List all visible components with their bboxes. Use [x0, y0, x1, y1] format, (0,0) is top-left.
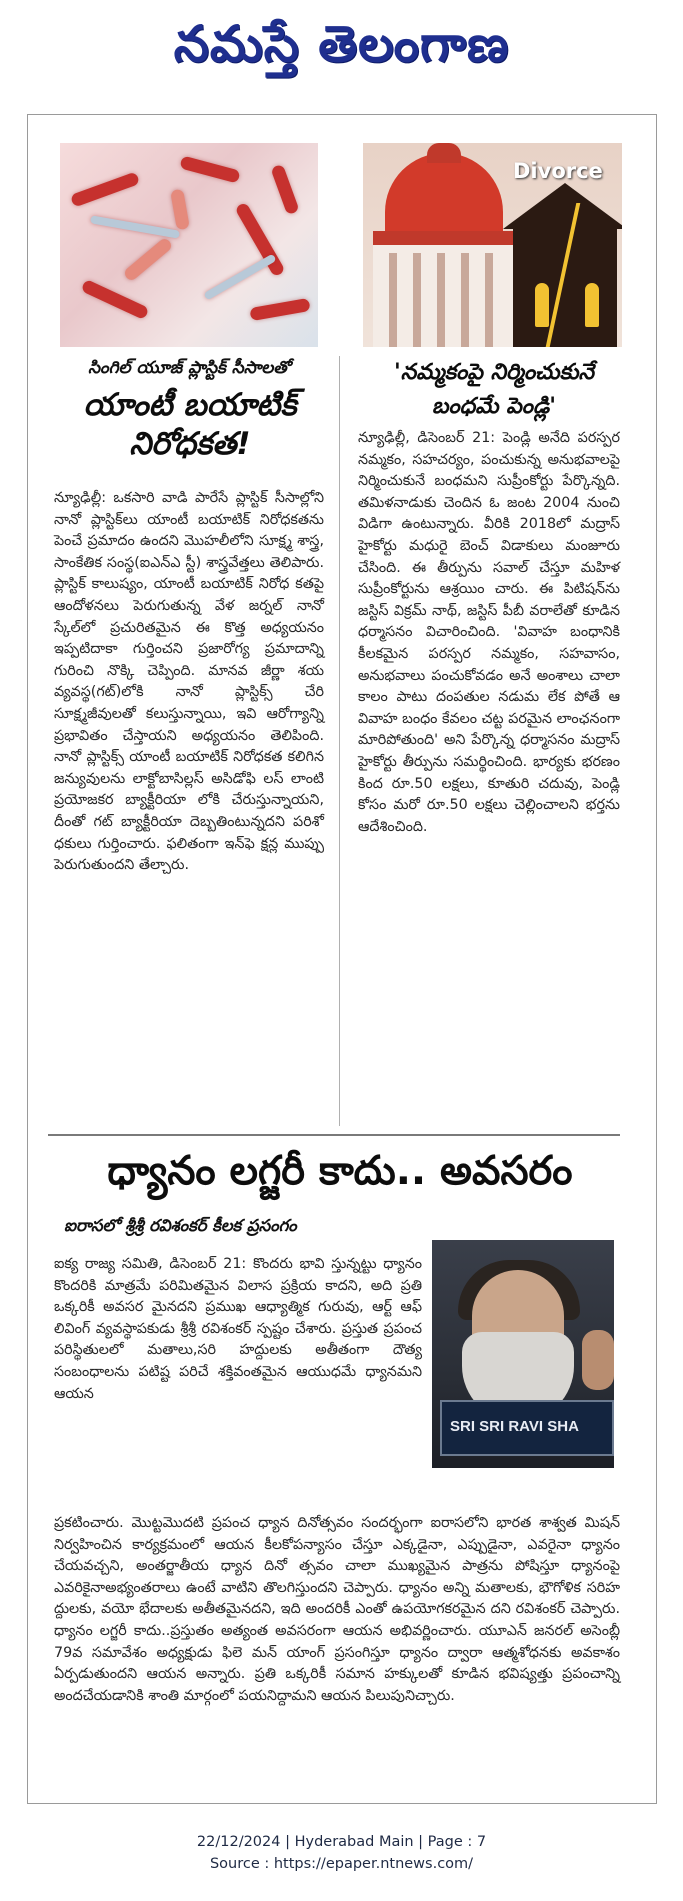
divorce-label: Divorce — [513, 159, 603, 183]
article3-body-bottom: ప్రకటించారు. మొట్టమొదటి ప్రపంచ ధ్యాన దినోత్సవం సందర్భంగా ఐరాసలోని భారత శాశ్వత మిషన్ నిర్వహించిన కార్యక్రమంలో ఆయన కీలకోపన్యాసం చేస్తూ ఎక్కడైనా, ఎప్పుడైనా, ఎవరైనా ధ్యానం చేయవచ్చని, అంతర్జాతీయ ధ్యాన దినో త్సవం చాలా ముఖ్యమైన పాత్రను పోషిస్తూ ధ్యానంపై ఎవరికైనాఅభ్యంతరాలు ఉంటే వాటిని తొలగిస్తుందని చెప్పారు. ధ్యానం అన్ని మతాలకు, భౌగోళిక సరిహ ద్దులకు, వయో భేదాలకు అతీతమైనదని, ఇది అందరికీ ఎంతో ఉపయోగకరమైన దని రవిశంకర్ చెప్పారు. ధ్యానం లగ్జరీ కాదు..ప్రస్తుతం అత్యంత అవసరంగా ఆయన అభివర్ణించారు. యూఎన్ జనరల్ అసెంబ్లీ 79వ సమావేశం అధ్యక్షుడు ఫిలె మన్ యాంగ్ ప్రసంగిస్తూ ధ్యానం ద్వారా ఆత్మశోధనకు అవకాశం ఏర్పడుతుందని ఆయన అన్నారు. ప్రతి ఒక్కరికీ సమాన హక్కులతో కూడిన భవిష్యత్తు ప్రపంచాన్ని అందచేయడానికి శాంతి మార్గంలో పయనిద్దామని ఆయన పిలుపునిచ్చారు. — [54, 1515, 620, 1704]
house-icon — [513, 223, 617, 347]
woman-figure-icon — [535, 283, 549, 327]
court-band — [373, 231, 523, 245]
article2-headline-line1: 'నమ్మకంపై నిర్మించుకునే — [394, 360, 594, 385]
ravishankar-photo — [432, 1240, 614, 1468]
column-divider — [339, 356, 340, 1126]
guru-hand — [582, 1330, 614, 1390]
court-dome — [385, 153, 503, 233]
article3-body-top: ఐక్య రాజ్య సమితి, డిసెంబర్ 21: కొందరు భావి స్తున్నట్టు ధ్యానం కొందరికి మాత్రమే పరిమితమైన విలాస ప్రక్రియ కాదని, అది ప్రతి ఒక్కరికీ అవసర మైనదని ప్రముఖ ఆధ్యాత్మిక గురువు, ఆర్ట్ ఆఫ్ లివింగ్ వ్యవస్థాపకుడు శ్రీశ్రీ రవిశంకర్ స్పష్టం చేశారు. ప్రస్తుత ప్రపంచ పరిస్థితులలో మతాలు,సరి హద్దులకు అతీతంగా దౌత్య సంబంధాలను పటిష్ట పరిచే శక్తివంతమైన ఆయుధమే ధ్యానమని ఆయన — [54, 1256, 422, 1402]
court-dome-top — [427, 143, 461, 163]
masthead — [0, 0, 683, 100]
article1-body: న్యూఢిల్లీ: ఒకసారి వాడి పారేసే ప్లాస్టిక్ సీసాల్లోని నానో ప్లాస్టిక్‌లు యాంటీ బయాటిక్ నిరోధకతను పెంచే ప్రమాదం ఉందని మొహలీలోని సూక్ష్మ శాస్త్ర, సాంకేతిక సంస్థ(ఐఎన్ఎ స్టీ) శాస్త్రవేత్తలు తెలిపారు. ప్లాస్టిక్ కాలుష్యం, యాంటీ బయాటిక్ నిరోధ కతపై ఆందోళనలు పెరుగుతున్న వేళ జర్నల్ నానో స్కేల్‌లో ప్రచురితమైన ఈ కొత్త అధ్యయనం ఇప్పటిదాకా గుర్తించని ప్రజారోగ్య ప్రమాదాన్ని గురించి నొక్కి చెప్పింది. మానవ జీర్ణా శయ వ్యవస్థ(గట్)లోకి నానో ప్లాస్టిక్స్ చేరి సూక్ష్మజీవులతో కలుస్తున్నాయి, ఇవి ఆరోగ్యాన్ని ప్రభావితం చేస్తాయని అధ్యయనం తెలిపింది. నానో ప్లాస్టిక్స్ యాంటీ బయాటిక్ నిరోధకత కలిగిన జన్యువులను లాక్టోబాసిల్లస్ అసిడోఫి లస్ లాంటి ప్రయోజకర బ్యాక్టీరియా లోకి చేరుస్తున్నాయని, దీంతో గట్ బ్యాక్టీరియా దెబ్బతింటున్నదని పరిశో ధకులు గుర్తించారు. ఫలితంగా ఇన్‌ఫె క్షన్ల ముప్పు పెరుగుతుందని తేల్చారు. — [54, 490, 324, 874]
article1-headline-line1: యాంటీ బయాటిక్ — [83, 387, 297, 423]
article2-headline-line2: బంధమే పెండ్లి' — [432, 394, 556, 419]
footer-source: Source : https://epaper.ntnews.com/ — [209, 1856, 474, 1872]
article1-kicker: సింగిల్ యూజ్ ప్లాస్టిక్ సీసాలతో — [88, 358, 290, 378]
masthead-title: నమస్తే తెలంగాణ — [173, 14, 510, 73]
article3-headline: ధ్యానం లగ్జరీ కాదు.. అవసరం — [107, 1148, 573, 1194]
article1-headline — [40, 386, 340, 464]
man-figure-icon — [585, 283, 599, 327]
article3-kicker: ఐరాసలో శ్రీశ్రీ రవిశంకర్ కీలక ప్రసంగం — [64, 1216, 297, 1235]
section-divider — [48, 1134, 620, 1136]
supreme-court-divorce-image — [363, 143, 622, 347]
nameplate-label: SRI SRI RAVI SHA — [450, 1418, 579, 1435]
article1-headline-line2: నిరోధకత! — [129, 425, 251, 462]
footer-edition: 22/12/2024 | Hyderabad Main | Page : 7 — [196, 1834, 487, 1850]
bacteria-image — [60, 143, 318, 347]
article2-headline — [350, 356, 638, 424]
article2-body: న్యూఢిల్లీ, డిసెంబర్ 21: పెండ్లి అనేది పరస్పర నమ్మకం, సహచర్యం, పంచుకున్న అనుభవాలపై నిర్మించుకునే బంధమని సుప్రీంకోర్టు పేర్కొన్నది. తమిళనాడుకు చెందిన ఓ జంట 2004 నుంచి విడిగా ఉంటున్నారు. వీరికి 2018లో మద్రాస్ హైకోర్టు మధురై బెంచ్ విడాకులు మంజూరు చేసింది. ఈ తీర్పును సవాల్ చేస్తూ మహిళ సుప్రీంకోర్టును ఆశ్రయిం చారు. ఈ పిటిషన్‌ను జస్టిస్ విక్రమ్ నాథ్, జస్టిస్ పీబీ వరాలేతో కూడిన ధర్మాసనం విచారించింది. 'వివాహ బంధానికి కీలకమైన పరస్పర నమ్మకం, సహవాసం, అనుభవాలు పంచుకోవడం అనే అంశాలు చాలా కాలం పాటు దంపతుల నడుమ లేక పోతే ఆ వివాహ బంధం కేవలం చట్ట పరమైన లాంఛనంగా మారిపోతుంది' అని పేర్కొన్న ధర్మాసనం మద్రాస్ హైకోర్టు తీర్పును సమర్థించింది. భార్యకు భరణం కింద రూ.50 లక్షలు, కూతురి చదువు, పెండ్లి కోసం మరో రూ.50 లక్షలు చెల్లించాలని భర్తను ఆదేశించింది. — [358, 430, 620, 835]
